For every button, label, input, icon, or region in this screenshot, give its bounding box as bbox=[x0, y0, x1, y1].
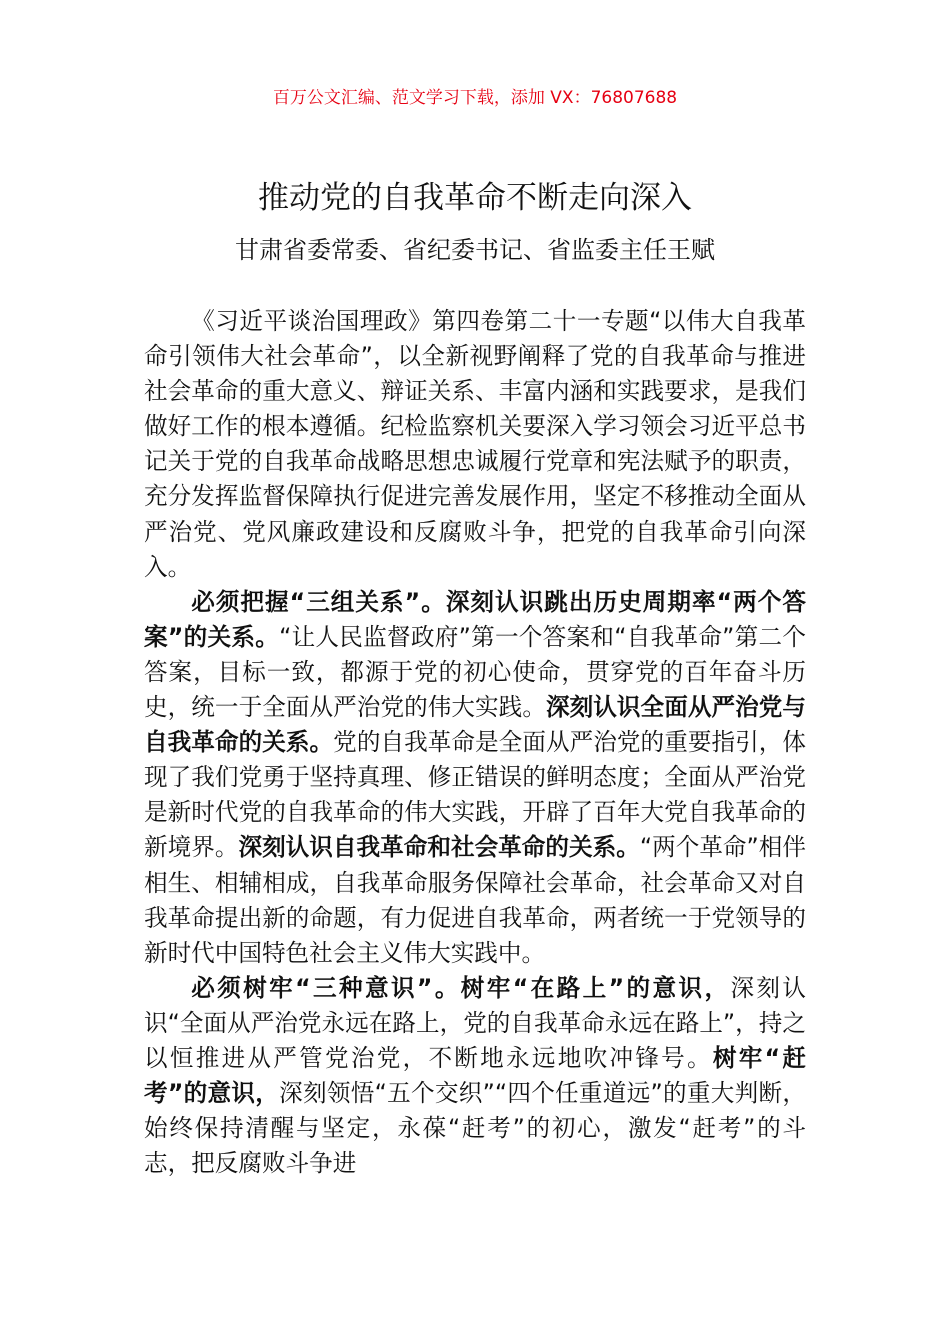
document-title: 推动党的自我革命不断走向深入 bbox=[258, 180, 692, 216]
paragraph-text: 党的自我革命是全面从严治党的重要指引，体现了我们党勇于坚持真理、修正错误的鲜明态度；全面从严治党是新时代党的自我革命的伟大实践，开辟了百年大党自我革命的新境界。 bbox=[144, 728, 807, 862]
paragraph-intro bbox=[144, 304, 806, 585]
paragraph-text: 《习近平谈治国理政》第四卷第二十一专题“以伟大自我革命引领伟大社会革命”，以全新视野阐释了党的自我革命与推进社会革命的重大意义、辩证关系、丰富内涵和实践要求，是我们做好工作的根本遵循。纪检监察机关要深入学习领会习近平总书记关于党的自我革命战略思想忠诚履行党章和宪法赋予的职责，充分发挥监督保障执行促进完善发展作用，坚定不移推动全面从严治党、党风廉政建设和反腐败斗争，把党的自我革命引向深入。 bbox=[144, 307, 806, 581]
document-body bbox=[144, 304, 806, 1181]
paragraph-text: “让人民监督政府”第一个答案和“自我革命”第二个答案，目标一致，都源于党的初心使命，贯穿党的百年奋斗历史，统一于全面从严治党的伟大实践。 bbox=[144, 622, 806, 722]
bold-heading: 深刻认识全面从严治党与自我革命的关系。 bbox=[144, 693, 807, 757]
bold-heading: 深刻认识自我革命和社会革命的关系。 bbox=[238, 833, 640, 862]
paragraph-text: 深刻认识“全面从严治党永远在路上，党的自我革命永远在路上”，持之以恒推进从严管党治党，不断地永远地吹冲锋号。 bbox=[144, 973, 806, 1072]
bold-heading: 必须把握“三组关系”。深刻认识跳出历史周期率“两个答案”的关系。 bbox=[144, 587, 806, 651]
paragraph-text: “两个革命”相伴相生、相辅相成，自我革命服务保障社会革命，社会革命又对自我革命提出新的命题，有力促进自我革命，两者统一于党领导的新时代中国特色社会主义伟大实践中。 bbox=[144, 833, 806, 967]
paragraph-three-awareness bbox=[144, 971, 806, 1182]
document-author: 甘肃省委常委、省纪委书记、省监委主任王赋 bbox=[235, 236, 715, 264]
bold-heading: 树牢“赶考”的意识， bbox=[144, 1043, 806, 1108]
paragraph-three-relations bbox=[144, 585, 806, 971]
paragraph-text: 深刻领悟“五个交织”“四个任重道远”的重大判断，始终保持清醒与坚定，永葆“赶考”的初心，激发“赶考”的斗志，把反腐败斗争进 bbox=[144, 1079, 806, 1178]
header-banner: 百万公文汇编、范文学习下载，添加 VX：76807688 bbox=[272, 88, 678, 108]
bold-heading: 必须树牢“三种意识”。树牢“在路上”的意识， bbox=[191, 973, 731, 1002]
